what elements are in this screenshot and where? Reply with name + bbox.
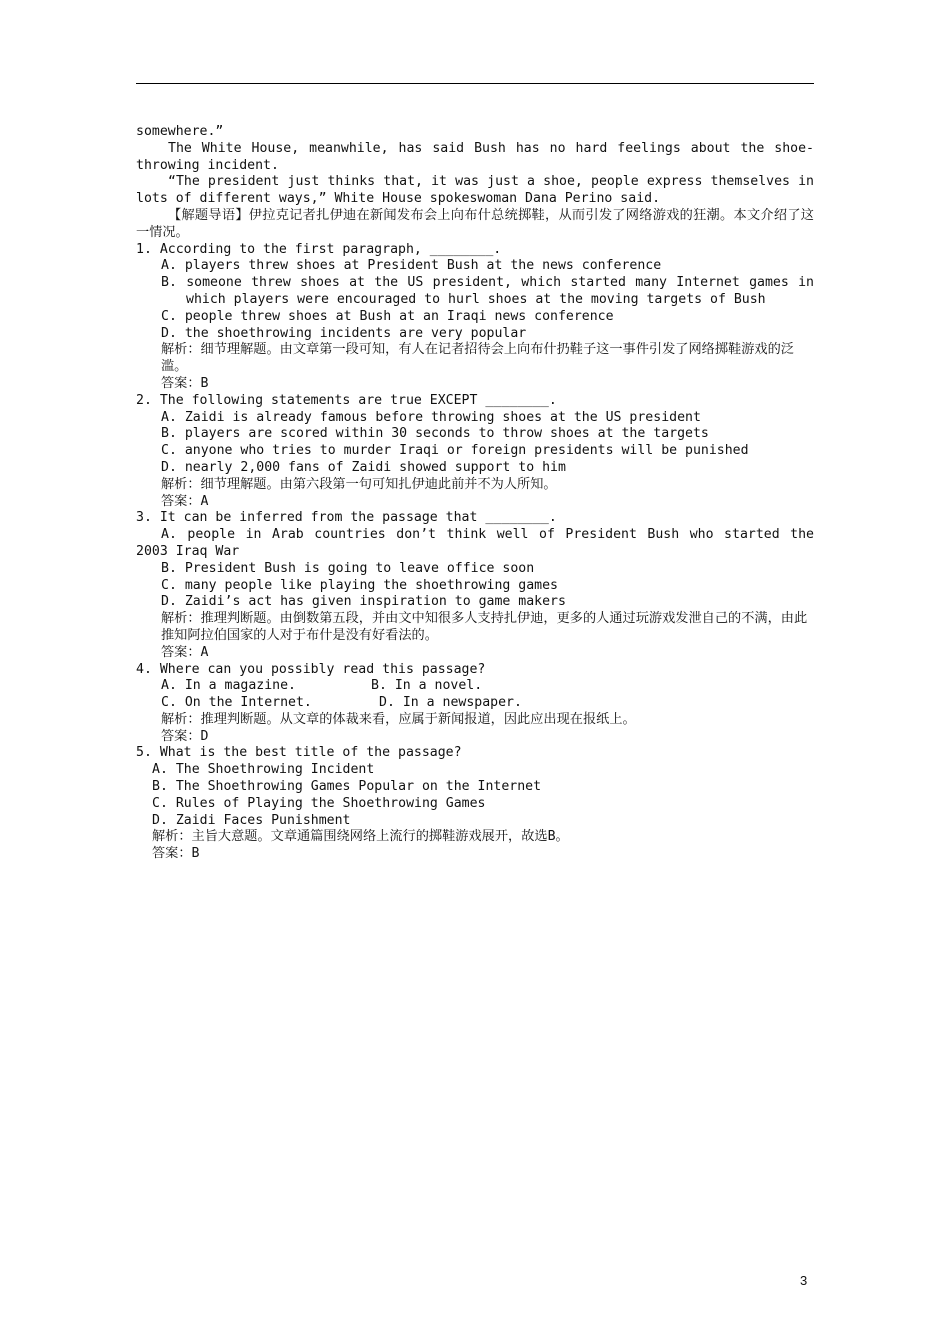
question-stem: 1. According to the first paragraph, ________.	[136, 241, 502, 257]
passage-paragraph: The White House, meanwhile, has said Bush has no hard feelings about the shoe-throwing incident.	[136, 140, 814, 173]
question-analysis: 解析：细节理解题。由第六段第一句可知扎伊迪此前并不为人所知。	[161, 476, 557, 492]
question-option: D. the shoethrowing incidents are very popular	[161, 325, 527, 341]
question-option: D. In a newspaper.	[379, 695, 522, 711]
question-answer: 答案：B	[152, 846, 200, 862]
question-analysis: 解析：主旨大意题。文章通篇围绕网络上流行的掷鞋游戏展开，故选B。	[152, 829, 569, 845]
document-body	[136, 124, 814, 863]
question-option: A. Zaidi is already famous before throwing shoes at the US president	[161, 409, 701, 425]
question-option-row	[136, 678, 814, 695]
passage-line: somewhere.”	[136, 124, 224, 139]
question-stem: 4. Where can you possibly read this passage?	[136, 661, 486, 677]
header-rule	[136, 83, 814, 84]
question-stem: 2. The following statements are true EXCEPT ________.	[136, 392, 557, 408]
question-option: A. people in Arab countries don’t think well of President Bush who started the 2003 Iraq War	[136, 527, 814, 559]
question-analysis: 解析：推理判断题。从文章的体裁来看，应属于新闻报道，因此应出现在报纸上。	[161, 711, 636, 727]
question-option: C. many people like playing the shoethrowing games	[161, 577, 558, 593]
question-answer: 答案：D	[161, 728, 209, 744]
question-option: A. The Shoethrowing Incident	[152, 762, 375, 778]
question-option: A. In a magazine.	[161, 678, 296, 694]
question-option: B. players are scored within 30 seconds to throw shoes at the targets	[161, 426, 709, 442]
question-option: B. The Shoethrowing Games Popular on the Internet	[152, 779, 542, 795]
question-option: C. On the Internet.	[161, 695, 312, 711]
question-analysis: 解析：细节理解题。由文章第一段可知，有人在记者招待会上向布什扔鞋子这一事件引发了网络掷鞋游戏的泛滥。	[161, 342, 794, 375]
guide-paragraph: 【解题导语】伊拉克记者扎伊迪在新闻发布会上向布什总统掷鞋，从而引发了网络游戏的狂潮。本文介绍了这一情况。	[136, 207, 814, 240]
question-answer: 答案：A	[161, 493, 209, 509]
question-stem: 5. What is the best title of the passage?	[136, 745, 462, 761]
question-option: C. people threw shoes at Bush at an Iraqi news conference	[161, 308, 614, 324]
question-option: B. In a novel.	[371, 678, 483, 694]
question-option: C. Rules of Playing the Shoethrowing Games	[152, 795, 486, 811]
question-answer: 答案：A	[161, 644, 209, 660]
passage-paragraph: “The president just thinks that, it was just a shoe, people express themselves in lots of different ways,” White House spokeswoman Dana Perino said.	[136, 174, 814, 207]
question-option: B. President Bush is going to leave office soon	[161, 560, 535, 576]
question-option: D. Zaidi’s act has given inspiration to game makers	[161, 594, 566, 610]
page-number: 3	[800, 1273, 808, 1288]
question-option: D. nearly 2,000 fans of Zaidi showed support to him	[161, 459, 566, 475]
question-stem: 3. It can be inferred from the passage that ________.	[136, 510, 557, 526]
question-option: D. Zaidi Faces Punishment	[152, 812, 351, 828]
question-analysis: 解析：推理判断题。由倒数第五段，并由文中知很多人支持扎伊迪，更多的人通过玩游戏发泄自己的不满，由此推知阿拉伯国家的人对于布什是没有好看法的。	[161, 611, 808, 643]
question-answer: 答案：B	[161, 375, 209, 391]
question-option: A. players threw shoes at President Bush at the news conference	[161, 258, 662, 274]
question-option-row	[136, 695, 814, 712]
question-option: B. someone threw shoes at the US president, which started many Internet games in which players were encouraged to hurl shoes at the moving targets of Bush	[161, 275, 814, 307]
question-option: C. anyone who tries to murder Iraqi or foreign presidents will be punished	[161, 443, 749, 459]
